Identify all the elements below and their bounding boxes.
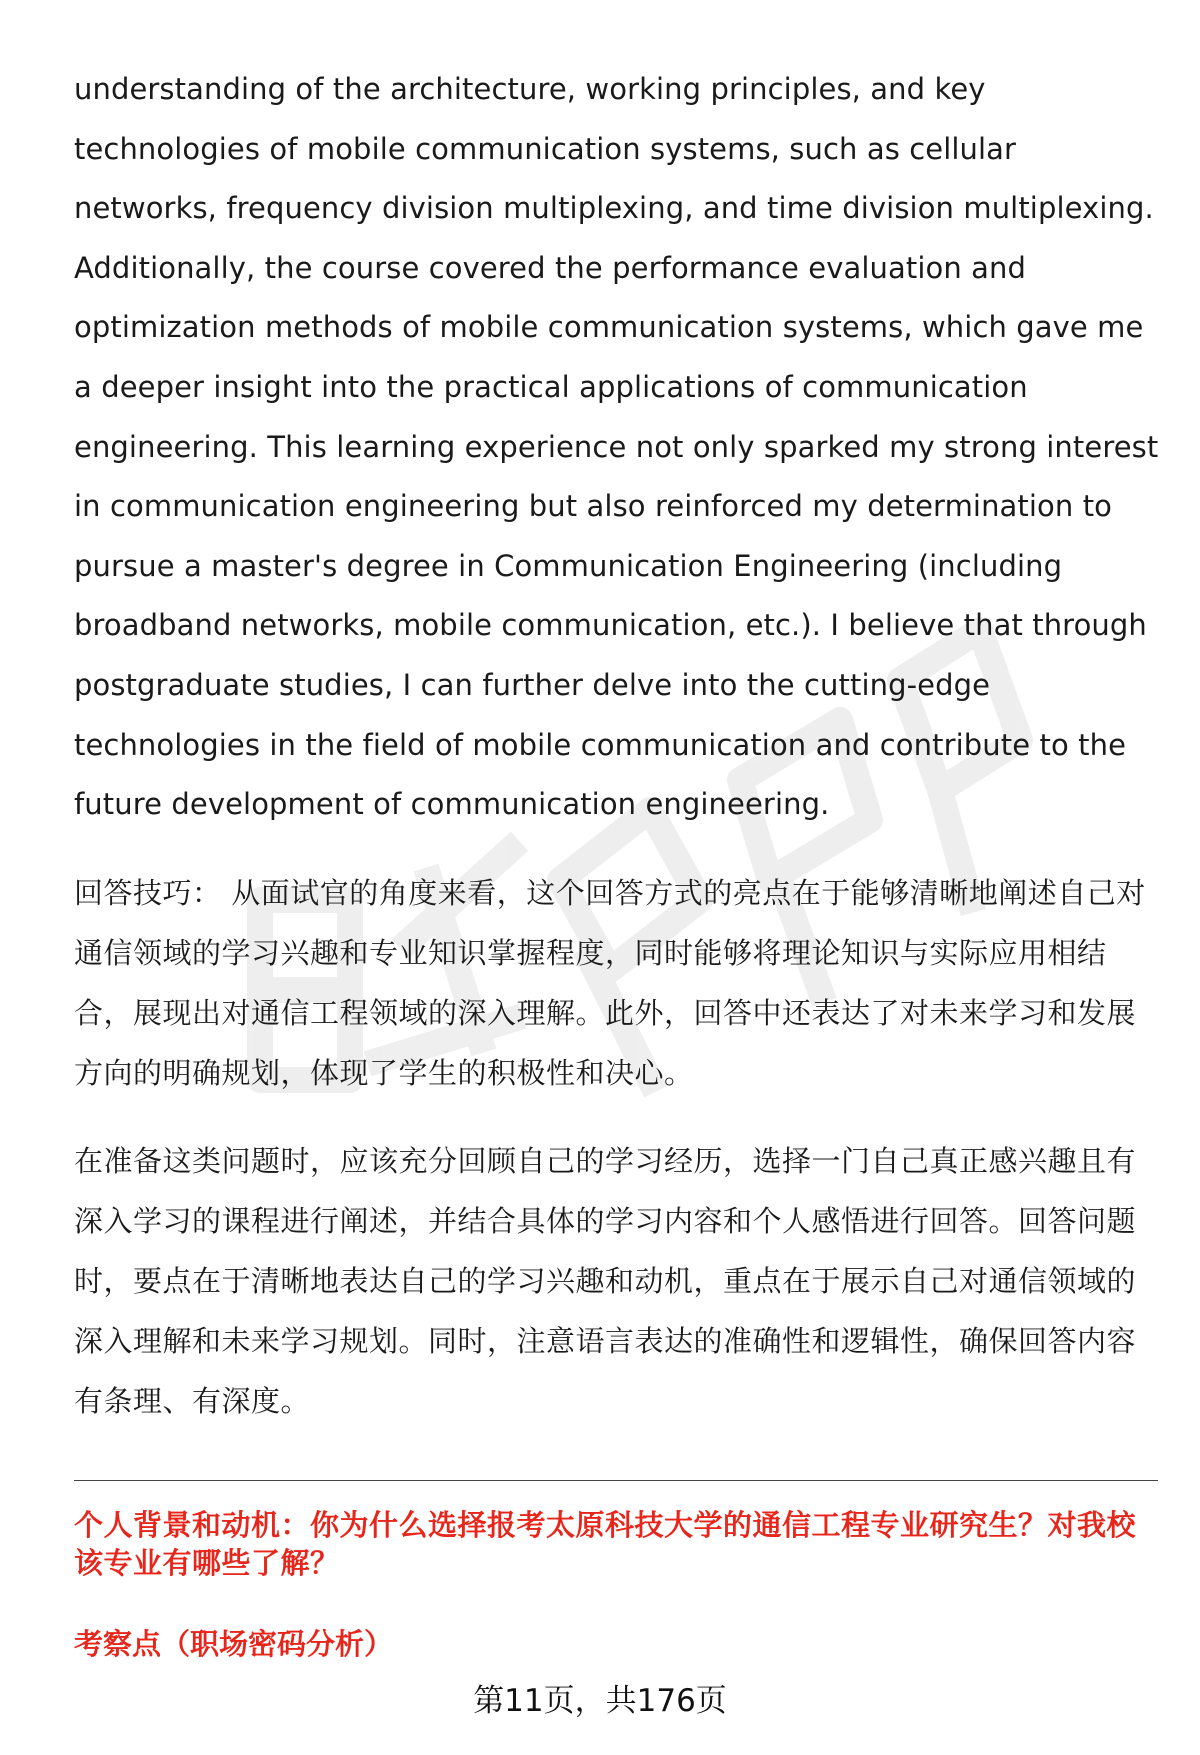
section-label: 考察点（职场密码分析） (74, 1627, 394, 1661)
section-divider (74, 1480, 1158, 1481)
english-paragraph: understanding of the architecture, working principles, and key technologies of mobile communication systems, such as cellular networks, frequency division multiplexing, and time division multiplexing. Additionally, the course covered the performance evaluation and optimization methods of mobile communication systems, which gave me a deeper insight into the practical applications of communication engineering. This learning experience not only sparked my strong interest in communication engineering but also reinforced my determination to pursue a master's degree in Communication Engineering (including broadband networks, mobile communication, etc.). I believe that through postgraduate studies, I can further delve into the cutting-edge technologies in the field of mobile communication and contribute to the future development of communication engineering. (74, 72, 1159, 822)
answer-tip-paragraph: 回答技巧： 从面试官的角度来看，这个回答方式的亮点在于能够清晰地阐述自己对通信领域的学习兴趣和专业知识掌握程度，同时能够将理论知识与实际应用相结合，展现出对通信工程领域的深入理解。此外，回答中还表达了对未来学习和发展方向的明确规划，体现了学生的积极性和决心。 (74, 875, 1146, 1090)
preparation-advice-paragraph: 在准备这类问题时，应该充分回顾自己的学习经历，选择一门自己真正感兴趣且有深入学习的课程进行阐述，并结合具体的学习内容和个人感悟进行回答。回答问题时，要点在于清晰地表达自己的学习兴趣和动机，重点在于展示自己对通信领域的深入理解和未来学习规划。同时，注意语言表达的准确性和逻辑性，确保回答内容有条理、有深度。 (74, 1143, 1137, 1418)
page-number: 第11页，共176页 (473, 1683, 727, 1719)
question-heading: 个人背景和动机：你为什么选择报考太原科技大学的通信工程专业研究生？对我校该专业有哪些了解？ (74, 1508, 1137, 1580)
main-content (74, 60, 1160, 1431)
